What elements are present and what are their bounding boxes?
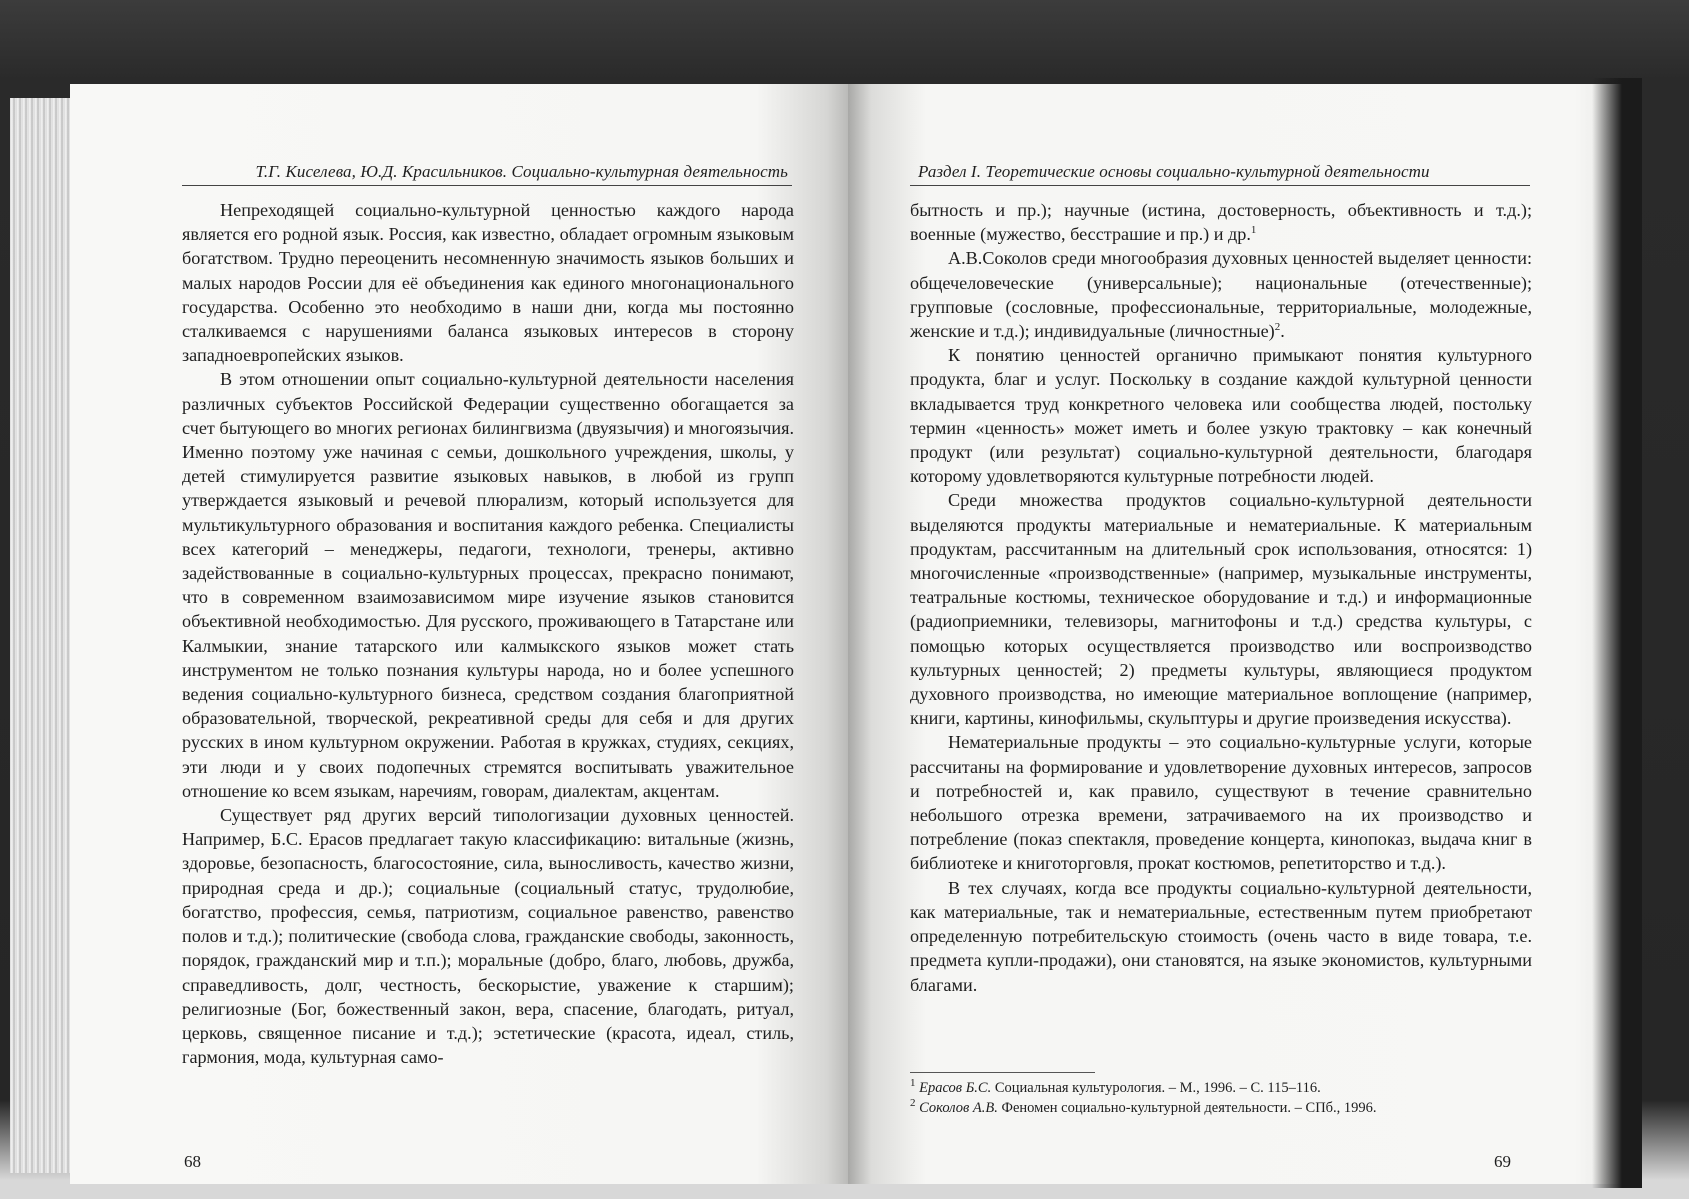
right-page-number: 69 [1494,1152,1511,1171]
right-page-text [910,198,1532,997]
continued-text: бытность и пр.); научные (истина, достоверность, объективность и т.д.); военные (мужество, бесстрашие и пр.) и др. [910,200,1532,245]
right-scan-shadow [1592,78,1642,1188]
paragraph: К понятию ценностей органично примыкают понятия культурного продукта, благ и услуг. Поскольку в создание каждой культурной ценности вкладывается труд конкретного человека или сообщества людей, постольку термин «ценность» может иметь и более узкую трактовку – как конечный продукт (или результат) социально-культурной деятельности, благодаря которому удовлетворяются культурные потребности людей. [910,345,1532,487]
paragraph: В тех случаях, когда все продукты социально-культурной деятельности, как материальные, так и нематериальные, естественным путем приобретают определенную потребительскую стоимость (очень часто в виде товара, т.е. предмета купли-продажи), они становятся, на языке экономистов, культурными благами. [910,877,1532,995]
sokolov-text: А.В.Соколов среди многообразия духовных ценностей выделяет ценности: общечеловеческие (универсальные); национальные (отечественные); групповые (сословные, профессиональные, территориальные, молодежные, женские и т.д.); индивидуальные (личностные) [910,248,1532,342]
sentence-end: . [1280,321,1285,342]
left-running-head: Т.Г. Киселева, Ю.Д. Красильников. Социально-культурная деятельность [255,162,788,181]
continued-paragraph [910,198,1532,246]
footnote-rule [910,1072,1095,1073]
left-page-number: 68 [184,1152,201,1171]
left-page-text [182,198,794,1069]
left-head-rule [182,185,792,186]
footnote-text: Феномен социально-культурной деятельности. – СПб., 1996. [1001,1100,1377,1116]
paragraph: В этом отношении опыт социально-культурной деятельности населения различных субъектов Российской Федерации существенно обогащается за счет бытующего во многих регионах билингвизма (двуязычия) и многоязычия. Именно поэтому уже начиная с семьи, дошкольного учреждения, школы, у детей стимулируется развитие языковых навыков, в любой из групп утверждается языковый и речевой плюрализм, который используется для мультикультурного образования и воспитания каждого ребенка. Специалисты всех категорий – менеджеры, педагоги, технологи, тренеры, активно задействованные в социально-культурных процессах, прекрасно понимают, что в современном взаимозависимом мире изучение языков становится объективной необходимостью. Для русского, проживающего в Татарстане или Калмыкии, знание татарского или калмыкского языков может стать инструментом не только познания культуры народа, но и более успешного ведения социально-культурного бизнеса, средством создания благоприятной образовательной, творческой, рекреативной среды для себя и для других русских в ином культурном окружении. Работая в кружках, студиях, секциях, эти люди и у своих подопечных стремятся воспитывать уважительное отношение ко всем языкам, наречиям, говорам, диалектам, акцентам. [182,369,794,801]
page-edges [10,98,72,1173]
left-page [70,84,850,1184]
paragraph: Нематериальные продукты – это социально-культурные услуги, которые рассчитаны на формирование и удовлетворение духовных интересов, запросов и потребностей и, как правило, существуют в течение сравнительно небольшого отрезка времени, затрачиваемого на их производство и потребление (показ спектакля, проведение концерта, кинопоказ, выдача книг в библиотеке и книготорговля, прокат костюмов, репетиторство и т.д.). [910,732,1532,874]
right-running-head: Раздел I. Теоретические основы социально-культурной деятельности [918,162,1430,181]
footnote-ref: 2 [1274,320,1281,333]
footnote [910,1078,1530,1098]
right-page [848,84,1630,1184]
footnote-text: Социальная культурология. – М., 1996. – С. 115–116. [994,1080,1321,1096]
footnote-number: 2 [910,1097,916,1110]
footnote-number: 1 [910,1077,916,1090]
open-book [10,78,1630,1188]
footnote-ref: 1 [1250,224,1257,237]
footnotes [910,1078,1530,1118]
footnote-author: Соколов А.В. [919,1100,998,1116]
footnote [910,1098,1530,1118]
paragraph [910,246,1532,343]
paragraph: Существует ряд других версий типологизации духовных ценностей. Например, Б.С. Ерасов предлагает такую классификацию: витальные (жизнь, здоровье, безопасность, благосостояние, сила, выносливость, качество жизни, природная среда и др.); социальные (социальный статус, трудолюбие, богатство, профессия, семья, патриотизм, социальное равенство, равенство полов и т.д.); политические (свобода слова, гражданские свободы, законность, порядок, гражданский мир и т.п.); моральные (добро, благо, любовь, дружба, справедливость, долг, честность, бескорыстие, уважение к старшим); религиозные (Бог, божественный закон, вера, спасение, благодать, ритуал, церковь, священное писание и т.д.); эстетические (красота, идеал, стиль, гармония, мода, культурная само- [182,805,794,1068]
footnote-author: Ерасов Б.С. [919,1080,992,1096]
right-head-rule [910,185,1530,186]
paragraph: Непреходящей социально-культурной ценностью каждого народа является его родной язык. Россия, как известно, обладает огромным языковым богатством. Трудно переоценить несомненную значимость языков больших и малых народов России для её объединения как единого многонационального государства. Особенно это необходимо в наши дни, когда мы постоянно сталкиваемся с нарушениями баланса языковых интересов в сторону западноевропейских языков. [182,200,794,366]
paragraph: Среди множества продуктов социально-культурной деятельности выделяются продукты материальные и нематериальные. К материальным продуктам, рассчитанным на длительный срок использования, относятся: 1) многочисленные «производственные» (например, музыкальные инструменты, театральные костюмы, техническое оборудование и т.д.) и информационные (радиоприемники, телевизоры, магнитофоны и т.д.) средства культуры, с помощью которых осуществляется производство или воспроизводство культурных ценностей; 2) предметы культуры, являющиеся продуктом духовного производства, но имеющие материальное воплощение (например, книги, картины, кинофильмы, скульптуры и другие произведения искусства). [910,490,1532,729]
